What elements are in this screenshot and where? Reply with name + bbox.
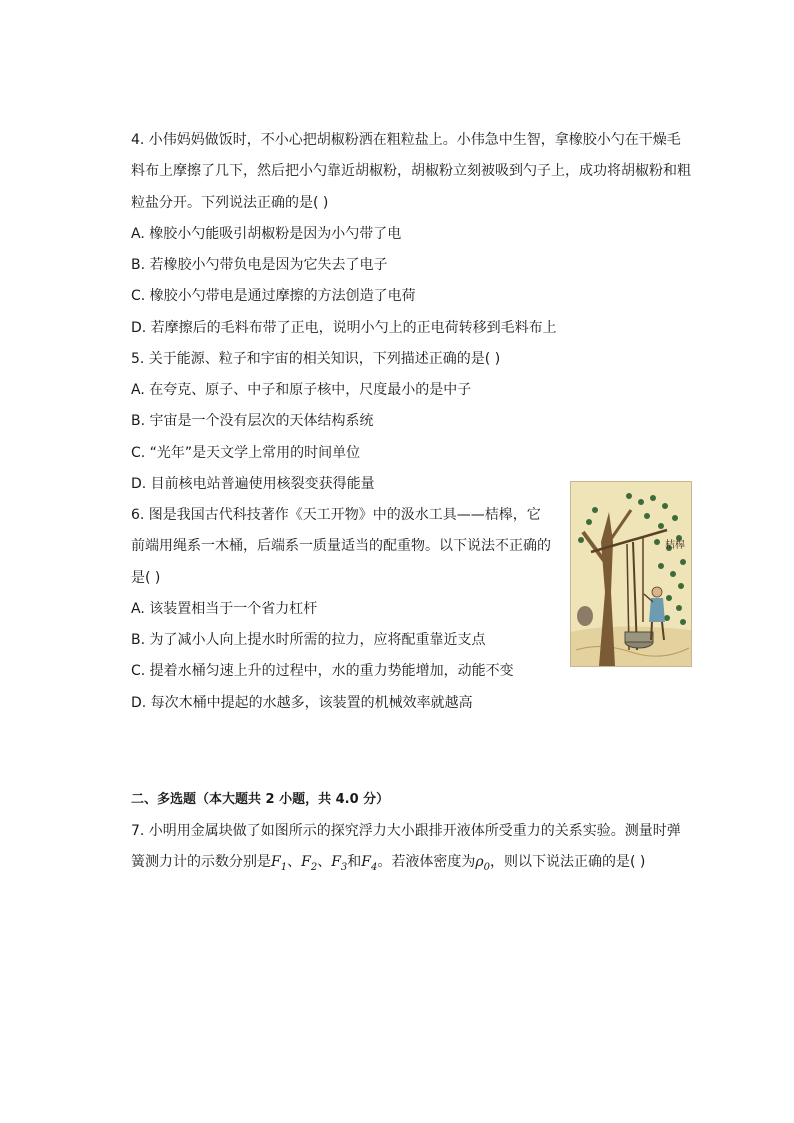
well-sweep-illustration	[570, 481, 692, 667]
well-sweep-drawing	[571, 482, 691, 666]
q7-line2-text-c: ，则以下说法正确的是( )	[489, 854, 646, 870]
var-f4: $F_4$	[361, 854, 378, 873]
q4-option-d: D. 若摩擦后的毛料布带了正电，说明小勺上的正电荷转移到毛料布上	[131, 320, 557, 336]
and-text: 和	[347, 854, 362, 870]
q6-option-a: A. 该装置相当于一个省力杠杆	[131, 601, 318, 617]
q6-option-b: B. 为了减小人向上提水时所需的拉力，应将配重靠近支点	[131, 632, 486, 648]
q4-stem-line-2: 料布上摩擦了几下，然后把小勺靠近胡椒粉，胡椒粉立刻被吸到勺子上，成功将胡椒粉和粗	[131, 163, 691, 179]
var-f2: $F_2$	[301, 854, 318, 873]
q7-stem-line-2	[131, 852, 645, 878]
q6-option-d: D. 每次木桶中提起的水越多，该装置的机械效率就越高	[131, 695, 473, 711]
q6-stem-line-2: 前端用绳系一木桶，后端系一质量适当的配重物。以下说法不正确的	[131, 538, 551, 554]
q4-stem-line-1: 4. 小伟妈妈做饭时，不小心把胡椒粉洒在粗粒盐上。小伟急中生智，拿橡胶小勺在干燥毛	[131, 132, 681, 148]
q4-option-a: A. 橡胶小勺能吸引胡椒粉是因为小勺带了电	[131, 226, 402, 242]
q4-stem-line-3: 粒盐分开。下列说法正确的是( )	[131, 195, 329, 211]
q5-option-b: B. 宇宙是一个没有层次的天体结构系统	[131, 413, 374, 429]
var-rho0: $\rho_0$	[475, 854, 490, 873]
q4-option-c: C. 橡胶小勺带电是通过摩擦的方法创造了电荷	[131, 288, 416, 304]
q7-line2-text-a: 簧测力计的示数分别是	[131, 854, 271, 870]
q5-stem: 5. 关于能源、粒子和宇宙的相关知识，下列描述正确的是( )	[131, 351, 501, 367]
figure-label: 桔槔	[665, 540, 685, 551]
section-heading: 二、多选题（本大题共 2 小题，共 4.0 分）	[131, 792, 390, 807]
q5-option-c: C. “光年”是天文学上常用的时间单位	[131, 445, 361, 461]
q6-stem-line-1: 6. 图是我国古代科技著作《天工开物》中的汲水工具——桔槔，它	[131, 507, 541, 523]
q6-option-c: C. 提着水桶匀速上升的过程中，水的重力势能增加，动能不变	[131, 663, 514, 679]
sep-2: 、	[317, 854, 332, 870]
var-f1: $F_1$	[271, 854, 288, 873]
q5-option-d: D. 目前核电站普遍使用核裂变获得能量	[131, 476, 375, 492]
sep-1: 、	[287, 854, 302, 870]
q6-stem-line-3: 是( )	[131, 570, 161, 586]
var-f3: $F_3$	[331, 854, 348, 873]
q7-stem-line-1: 7. 小明用金属块做了如图所示的探究浮力大小跟排开液体所受重力的关系实验。测量时弹	[131, 823, 681, 839]
q5-option-a: A. 在夸克、原子、中子和原子核中，尺度最小的是中子	[131, 382, 472, 398]
q4-option-b: B. 若橡胶小勺带负电是因为它失去了电子	[131, 257, 388, 273]
q7-line2-text-b: 。若液体密度为	[377, 854, 476, 870]
